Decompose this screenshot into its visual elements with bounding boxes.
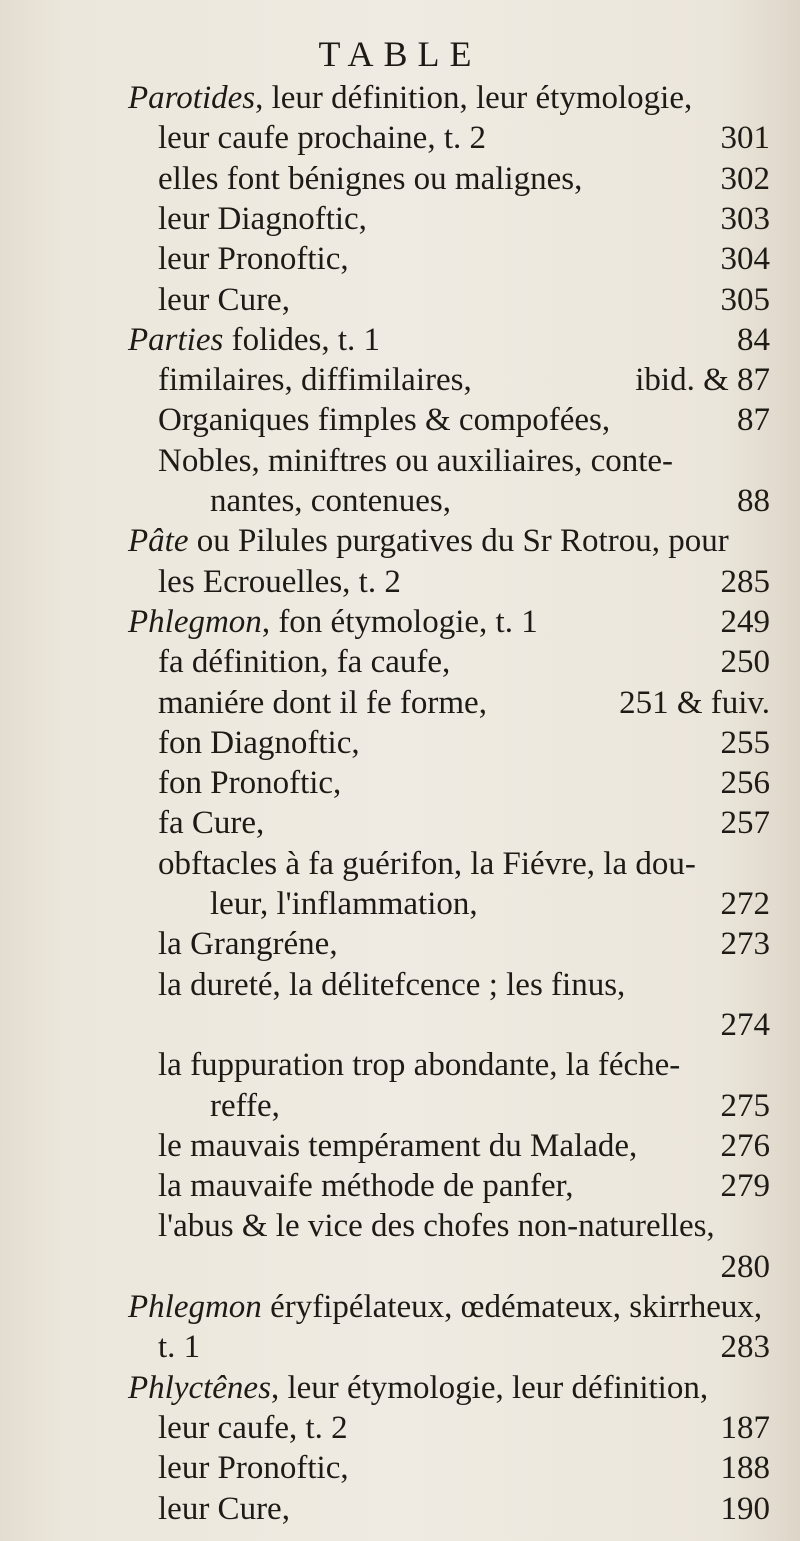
page-number: 272 [720, 886, 770, 922]
index-line [0, 924, 800, 964]
index-line [0, 1368, 800, 1408]
entry-text: reffe, [210, 1087, 280, 1124]
entry-text: la mauvaife méthode de panfer, [158, 1168, 574, 1205]
index-line [0, 1287, 800, 1327]
index-line [0, 199, 800, 239]
entry-text: fa Cure, [158, 805, 265, 842]
index-line [0, 803, 800, 843]
entry-text: la Grangréne, [158, 926, 338, 963]
entry-text: le mauvais tempérament du Malade, [158, 1127, 638, 1164]
entry-text: Parotides, leur définition, leur étymologie, [128, 80, 693, 116]
page-number: 301 [720, 120, 770, 157]
index-line [0, 159, 800, 199]
entry-text: l'abus & le vice des chofes non-naturelles, [158, 1208, 715, 1245]
index-line [0, 320, 800, 360]
index-line [0, 844, 800, 884]
page-number: 285 [720, 563, 770, 600]
index-line [0, 965, 800, 1005]
page-number: 249 [720, 603, 770, 640]
index-line [0, 1489, 800, 1529]
index-line [0, 1327, 800, 1367]
page-number: 279 [720, 1168, 770, 1205]
entry-text: elles font bénignes ou malignes, [158, 160, 583, 197]
index-line [0, 78, 800, 118]
entry-text: Phlegmon éryfipélateux, œdémateux, skirrheux, [128, 1289, 763, 1325]
entry-text: la fuppuration trop abondante, la féche- [158, 1047, 681, 1084]
page-number: 273 [720, 926, 770, 963]
page-number: 250 [720, 644, 770, 681]
entry-text: t. 1 [158, 1329, 201, 1366]
index-line [0, 1247, 800, 1287]
page-number: 87 [737, 402, 770, 439]
entry-text: leur, l'inflammation, [210, 886, 478, 922]
index-line [0, 481, 800, 521]
index-line [0, 562, 800, 602]
page-number: 88 [737, 483, 770, 519]
entry-text: Phlegmon, fon étymologie, t. 1 [128, 603, 538, 640]
entry-text: fon Diagnoftic, [158, 724, 360, 761]
index-line [0, 602, 800, 642]
page-number: 275 [720, 1087, 770, 1124]
index-line [0, 642, 800, 682]
page-number: 283 [720, 1329, 770, 1366]
page-number: 302 [720, 160, 770, 197]
index-line [0, 683, 800, 723]
index-line [0, 360, 800, 400]
index-line [0, 723, 800, 763]
entry-text: obftacles à fa guérifon, la Fiévre, la dou- [158, 845, 696, 882]
entry-text: fa définition, fa caufe, [158, 644, 451, 681]
page-number: 84 [737, 321, 770, 358]
entry-text: Pâte ou Pilules purgatives du Sr Rotrou, pour [128, 523, 729, 560]
entry-text: fimilaires, diffimilaires, [158, 362, 472, 399]
entry-text: leur Pronoftic, [158, 1450, 349, 1487]
page-number: 256 [720, 765, 770, 802]
page-number: 305 [720, 281, 770, 318]
index-line [0, 118, 800, 158]
index-line [0, 1086, 800, 1126]
index-line [0, 1126, 800, 1166]
entry-text: fon Pronoftic, [158, 765, 342, 802]
entry-text: la dureté, la délitefcence ; les finus, [158, 966, 626, 1003]
page-number: 274 [720, 1006, 770, 1043]
entry-text: Nobles, miniftres ou auxiliaires, conte- [158, 442, 674, 479]
entry-text: nantes, contenues, [210, 483, 452, 519]
page-number: 187 [720, 1409, 770, 1446]
index-line [0, 521, 800, 561]
index-line [0, 763, 800, 803]
index-line [0, 400, 800, 440]
index-line [0, 1045, 800, 1085]
entry-text: Organiques fimples & compofées, [158, 402, 611, 439]
index-line [0, 1408, 800, 1448]
page-number: 255 [720, 724, 770, 761]
entry-text: maniére dont il fe forme, [158, 684, 487, 721]
index-line [0, 441, 800, 481]
index-line [0, 1448, 800, 1488]
page-number: 251 & fuiv. [619, 684, 770, 721]
entry-text: Parties folides, t. 1 [128, 321, 381, 358]
index-line [0, 1005, 800, 1045]
page-header: TABLE [318, 34, 482, 74]
entry-text: Phlyctênes, leur étymologie, leur définition, [128, 1369, 709, 1406]
index-line [0, 884, 800, 924]
index-line [0, 1206, 800, 1246]
index-line [0, 1166, 800, 1206]
page-number: 280 [720, 1248, 770, 1285]
index-line [0, 239, 800, 279]
entry-text: leur caufe, t. 2 [158, 1409, 348, 1446]
page-number: 276 [720, 1127, 770, 1164]
entry-text: leur Pronoftic, [158, 241, 349, 278]
page-number: 257 [720, 805, 770, 842]
entry-text: les Ecrouelles, t. 2 [158, 563, 401, 600]
page-number: ibid. & 87 [635, 362, 770, 399]
page-number: 190 [720, 1490, 770, 1527]
page-number: 304 [720, 241, 770, 278]
entry-text: leur Cure, [158, 1490, 290, 1527]
entry-text: leur Diagnoftic, [158, 200, 367, 237]
entry-text: leur Cure, [158, 281, 290, 318]
entry-text: leur caufe prochaine, t. 2 [158, 120, 487, 157]
index-line [0, 280, 800, 320]
page-number: 188 [720, 1450, 770, 1487]
page-number: 303 [720, 200, 770, 237]
